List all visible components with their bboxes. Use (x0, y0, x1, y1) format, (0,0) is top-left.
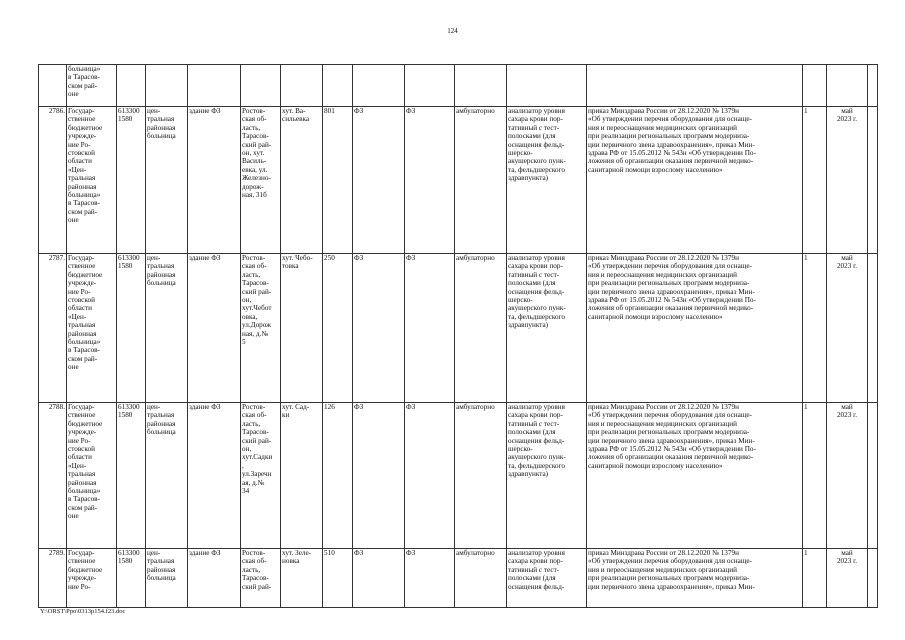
table-row (39, 549, 878, 608)
empty-cell (868, 549, 878, 608)
address-cell: Ростов- ская об- ласть, Тарасов- ский рай- (241, 549, 281, 608)
facility-kind-cell: ФЗ (405, 403, 455, 549)
building-cell: здание ФЗ (188, 549, 241, 608)
facility-type-cell: ФЗ (353, 107, 405, 254)
table-row (39, 254, 878, 403)
population-cell: 126 (323, 403, 353, 549)
org-code-cell: 613300 1580 (117, 254, 146, 403)
footer-file-path: Y:\ORST\Ppo\0313p154.f23.doc (40, 608, 126, 615)
org-type-cell: цен- тральная районная больница (146, 403, 188, 549)
date-cell: май 2023 г. (827, 254, 868, 403)
legal-basis-cell: приказ Минздрава России от 28.12.2020 № 1379н «Об утверждении перечня оборудования для оснаще- ния и переоснащения медицинских организаций при реализации региональных программ модерниза- ции первичного звена здравоохранения», приказ Мин- здрава РФ от 15.05.2012 № 543н «Об утверждении По- ложения об организации оказания первичной медико- санитарной помощи взрослому населению» (587, 107, 803, 254)
table-row (39, 107, 878, 254)
org-cell: Государ- ственное бюджетное учрежде- ние Ро- стовской области «Цен- тральная районная больница» в Тарасов- ском рай- оне (67, 107, 117, 254)
row-number-cell: 2789. (39, 549, 67, 608)
org-type-cell: цен- тральная районная больница (146, 254, 188, 403)
building-cell: здание ФЗ (188, 254, 241, 403)
table-row (39, 403, 878, 549)
empty-cell (868, 403, 878, 549)
facility-type-cell: ФЗ (353, 549, 405, 608)
device-cell: анализатор уровня сахара крови пор- тативный с тест- полосками (для оснащения фельд- шерско- акушерского пунк- та, фельдшерского здравпункта) (507, 107, 587, 254)
date-cell: май 2023 г. (827, 403, 868, 549)
population-cell: 250 (323, 254, 353, 403)
facility-kind-cell: ФЗ (405, 549, 455, 608)
date-cell: май 2023 г. (827, 107, 868, 254)
empty-cell (868, 254, 878, 403)
locality-cell: хут. Ва- сильевка (281, 107, 323, 254)
quantity-cell: 1 (803, 549, 827, 608)
org-type-cell: цен- тральная районная больница (146, 549, 188, 608)
empty-cell (868, 107, 878, 254)
legal-basis-cell: приказ Минздрава России от 28.12.2020 № 1379н «Об утверждении перечня оборудования для оснаще- ния и переоснащения медицинских организаций при реализации региональных программ модерниза- ции первичного звена здравоохранения», приказ Мин- (587, 549, 803, 608)
facility-kind-cell: ФЗ (405, 107, 455, 254)
care-mode-cell: амбулаторно (455, 254, 507, 403)
locality-cell: хут. Зеле- новка (281, 549, 323, 608)
device-cell: анализатор уровня сахара крови пор- тативный с тест- полосками (для оснащения фельд- (507, 549, 587, 608)
org-code-cell: 613300 1580 (117, 403, 146, 549)
address-cell: Ростов- ская об- ласть, Тарасов- ский рай- он, хут.Чебот овка, ул.Дорож ная, д.№ 5 (241, 254, 281, 403)
row-number-cell: 2787. (39, 254, 67, 403)
care-mode-cell: амбулаторно (455, 107, 507, 254)
facility-kind-cell: ФЗ (405, 254, 455, 403)
building-cell: здание ФЗ (188, 107, 241, 254)
population-cell: 801 (323, 107, 353, 254)
device-cell: анализатор уровня сахара крови пор- тативный с тест- полосками (для оснащения фельд- шерско- акушерского пунк- та, фельдшерского здравпункта) (507, 403, 587, 549)
address-cell: Ростов- ская об- ласть, Тарасов- ский рай- он, хут.Садки , ул.Заречн ая, д.№ 34 (241, 403, 281, 549)
org-cell: Государ- ственное бюджетное учрежде- ние Ро- (67, 549, 117, 608)
population-cell: 510 (323, 549, 353, 608)
org-code-cell: 613300 1580 (117, 107, 146, 254)
locality-cell: хут. Чебо- товка (281, 254, 323, 403)
table-row (39, 65, 878, 107)
facility-type-cell: ФЗ (353, 403, 405, 549)
care-mode-cell: амбулаторно (455, 549, 507, 608)
quantity-cell: 1 (803, 107, 827, 254)
locality-cell: хут. Сад- ки (281, 403, 323, 549)
date-cell: май 2023 г. (827, 549, 868, 608)
quantity-cell: 1 (803, 254, 827, 403)
org-type-cell: цен- тральная районная больница (146, 107, 188, 254)
legal-basis-cell: приказ Минздрава России от 28.12.2020 № 1379н «Об утверждении перечня оборудования для оснаще- ния и переоснащения медицинских организаций при реализации региональных программ модерниза- ции первичного звена здравоохранения», приказ Мин- здрава РФ от 15.05.2012 № 543н «Об утверждении По- ложения об организации оказания первичной медико- санитарной помощи взрослому населению» (587, 254, 803, 403)
row-number-cell: 2786. (39, 107, 67, 254)
org-cell: больница» в Тарасов- ском рай- оне (67, 65, 117, 107)
equipment-table (38, 64, 878, 608)
org-cell: Государ- ственное бюджетное учрежде- ние Ро- стовской области «Цен- тральная районная больница» в Тарасов- ском рай- оне (67, 403, 117, 549)
legal-basis-cell: приказ Минздрава России от 28.12.2020 № 1379н «Об утверждении перечня оборудования для оснаще- ния и переоснащения медицинских организаций при реализации региональных программ модерниза- ции первичного звена здравоохранения», приказ Мин- здрава РФ от 15.05.2012 № 543н «Об утверждении По- ложения об организации оказания первичной медико- санитарной помощи взрослому населению» (587, 403, 803, 549)
org-code-cell: 613300 1580 (117, 549, 146, 608)
address-cell: Ростов- ская об- ласть, Тарасов- ский рай- он, хут. Василь- евка, ул. Железно- дорож- ная, 31б (241, 107, 281, 254)
care-mode-cell: амбулаторно (455, 403, 507, 549)
page-number: 124 (447, 27, 458, 35)
building-cell: здание ФЗ (188, 403, 241, 549)
device-cell: анализатор уровня сахара крови пор- тативный с тест- полосками (для оснащения фельд- шерско- акушерского пунк- та, фельдшерского здравпункта) (507, 254, 587, 403)
row-number-cell: 2788. (39, 403, 67, 549)
quantity-cell: 1 (803, 403, 827, 549)
org-cell: Государ- ственное бюджетное учрежде- ние Ро- стовской области «Цен- тральная районная больница» в Тарасов- ском рай- оне (67, 254, 117, 403)
facility-type-cell: ФЗ (353, 254, 405, 403)
